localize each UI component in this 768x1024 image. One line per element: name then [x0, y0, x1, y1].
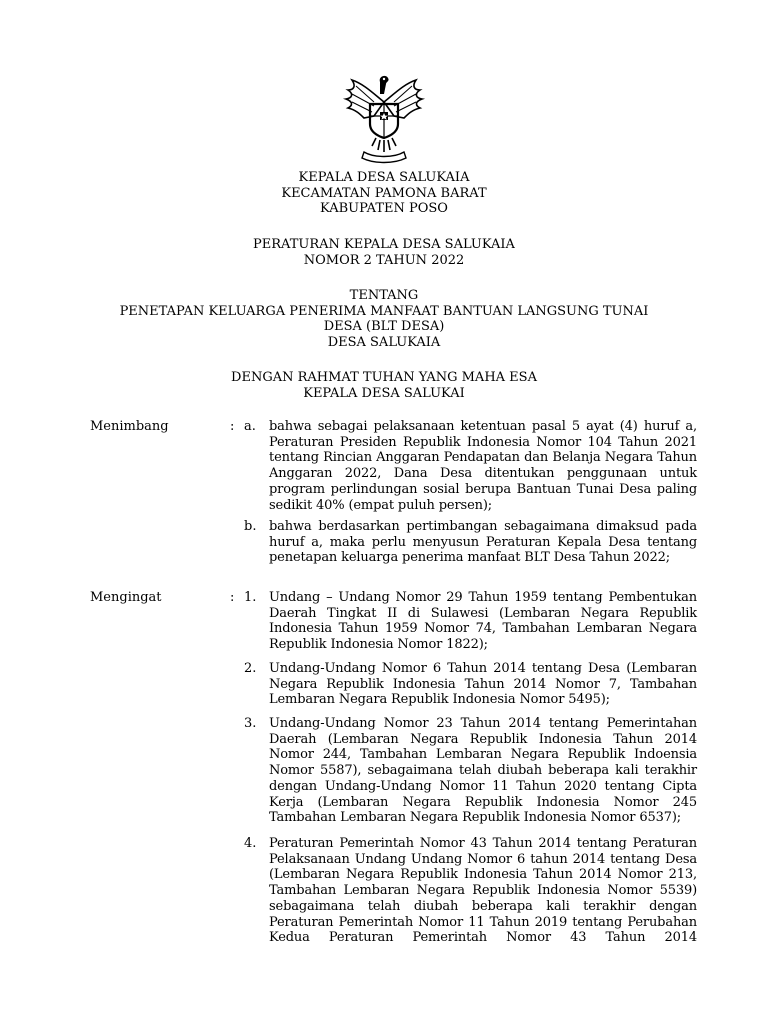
regulation-title: PERATURAN KEPALA DESA SALUKAIA: [253, 237, 515, 252]
regulation-number: NOMOR 2 TAHUN 2022: [303, 252, 465, 268]
menimbang-colon: :: [230, 419, 235, 434]
item-marker: 4.: [244, 836, 257, 851]
mengingat-item-4: Peraturan Pemerintah Nomor 43 Tahun 2014 tentang Peraturan Pelaksanaan Undang Undang Nomor 6 tahun 2014 tentang Desa (Lembaran Negara Republik Indonesia Tahun 2014 Nomor 213, Tambahan Lembaran Negara Republik Indonesia Nomor 5539) sebagaimana telah diubah beberapa kali terakhir dengan Peraturan Pemerintah Nomor 11 Tahun 2019 tentang Perubahan Kedua Peraturan Pemerintah Nomor 43 Tahun 2014: [269, 836, 697, 946]
preamble-line: KEPALA DESA SALUKAI: [303, 385, 465, 401]
mengingat-item-3: Undang-Undang Nomor 23 Tahun 2014 tentang Pemerintahan Daerah (Lembaran Negara Republik Indonesia Tahun 2014 Nomor 244, Tambahan Lembaran Negara Republik Indoensia Nomor 5587), sebagaimana telah diubah beberapa kali terakhir dengan Undang-Undang Nomor 11 Tahun 2020 tentang Cipta Kerja (Lembaran Negara Republik Indonesia Nomor 245 Tambahan Lembaran Negara Republik Indonesia Nomor 6537);: [269, 716, 697, 826]
issuer-line: KEPALA DESA SALUKAIA: [298, 170, 470, 185]
subject-line: PENETAPAN KELUARGA PENERIMA MANFAAT BANTUAN LANGSUNG TUNAI: [119, 303, 649, 319]
mengingat-item-2: Undang-Undang Nomor 6 Tahun 2014 tentang Desa (Lembaran Negara Republik Indonesia Tahun 2014 Nomor 7, Tambahan Lembaran Negara Republik Indonesia Nomor 5495);: [269, 661, 697, 708]
regulation-title-block: [0, 237, 768, 268]
menimbang-item-a: bahwa sebagai pelaksanaan ketentuan pasal 5 ayat (4) huruf a, Peraturan Presiden Republik Indonesia Nomor 104 Tahun 2021 tentang Rincian Anggaran Pendapatan dan Belanja Negara Tahun Anggaran 2022, Dana Desa ditentukan penggunaan untuk program perlindungan sosial berupa Bantuan Tunai Desa paling sedikit 40% (empat puluh persen);: [269, 419, 697, 513]
item-marker: a.: [244, 419, 256, 434]
subject-block: [0, 288, 768, 351]
subject-line: DESA SALUKAIA: [327, 335, 441, 351]
menimbang-item-b: bahwa berdasarkan pertimbangan sebagaimana dimaksud pada huruf a, maka perlu menyusun Peraturan Kepala Desa tentang penetapan keluarga penerima manfaat BLT Desa Tahun 2022;: [269, 519, 697, 566]
item-marker: 2.: [244, 661, 257, 676]
mengingat-label: Mengingat: [90, 590, 162, 605]
subject-label: TENTANG: [349, 288, 419, 303]
mengingat-colon: :: [230, 590, 235, 605]
item-marker: 1.: [244, 590, 257, 605]
item-marker: b.: [244, 519, 257, 534]
menimbang-label: Menimbang: [90, 419, 169, 434]
item-marker: 3.: [244, 716, 257, 731]
issuer-header: [0, 170, 768, 217]
issuer-line: KECAMATAN PAMONA BARAT: [281, 185, 487, 201]
mengingat-item-1: Undang – Undang Nomor 29 Tahun 1959 tentang Pembentukan Daerah Tingkat II di Sulawesi (Lembaran Negara Republik Indonesia Tahun 1959 Nomor 74, Tambahan Lembaran Negara Republik Indonesia Nomor 1822);: [269, 590, 697, 653]
preamble-block: [0, 370, 768, 401]
issuer-line: KABUPATEN POSO: [320, 201, 448, 217]
preamble-line: DENGAN RAHMAT TUHAN YANG MAHA ESA: [231, 370, 537, 385]
garuda-emblem-icon: [334, 72, 434, 164]
subject-line: DESA (BLT DESA): [323, 319, 445, 335]
